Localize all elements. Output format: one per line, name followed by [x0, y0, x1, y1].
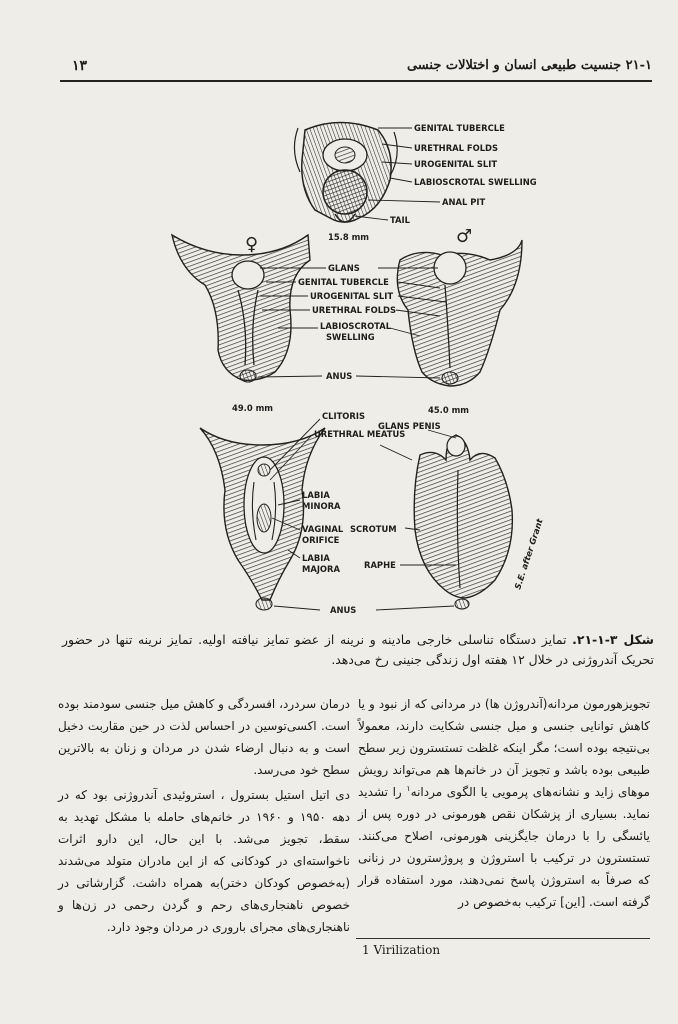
label-labia-minora-2: MINORA [302, 501, 341, 511]
label-clitoris: CLITORIS [322, 411, 366, 421]
figure-drawing [150, 110, 570, 625]
label-raphe: RAPHE [364, 560, 396, 570]
embryology-figure [150, 110, 570, 625]
paragraph-right-rest: را تشدید نماید. بسیاری از پزشکان نقص هورمونی در دوره پس از یائسگی را با درمان جایگزینی هورمونی، اصلاح می‌کنند. تستسترون در ترکیب با استروژن و پروژسترون در زنانی که صرفاً به استروژن پاسخ نمی‌دهند، مورد استفاده قرار گرفته است. [این] ترکیب به‌خصوص در [358, 785, 650, 909]
label-tail: TAIL [390, 215, 410, 225]
label-anal-pit: ANAL PIT [442, 197, 486, 207]
label-urogenital-slit-middle: UROGENITAL SLIT [310, 291, 394, 301]
artist-signature: S.E. after Grant [512, 517, 545, 591]
footnote-marker: ۱ [406, 784, 411, 793]
paragraph-right-text: تجویزهورمون مردانه(آندروژن ها) در مردانی که از نبود و یا کاهش توانایی جنسی و میل جنسی شکایت دارند، معمولاً بی‌نتیجه بوده است؛ مگر اینکه غلظت تستسترون زیر سطح طبیعی بوده باشد و تجویز آن در خانم‌ها هم می‌تواند رویش موهای زاید و نشانه‌های پرمویی یا الگوی مردانه [358, 697, 650, 799]
page-number: ۱۳ [72, 58, 88, 74]
label-labia-majora-1: LABIA [302, 553, 330, 563]
label-labioscrotal-middle: LABIOSCROTAL [320, 321, 392, 331]
caption-label: شکل ۳-۱-۲۱. [572, 632, 654, 647]
label-labia-minora-1: LABIA [302, 490, 330, 500]
middle-size-left-label: 49.0 mm [232, 403, 274, 413]
label-vaginal-orifice-2: ORIFICE [302, 535, 340, 545]
body-column-left [58, 693, 350, 938]
label-glans: GLANS [328, 263, 360, 273]
label-urethral-folds: URETHRAL FOLDS [414, 143, 499, 153]
middle-size-right-label: 45.0 mm [428, 405, 470, 415]
label-vaginal-orifice-1: VAGINAL [302, 524, 344, 534]
body-column-right [358, 693, 650, 913]
label-labioscrotal-swelling: LABIOSCROTAL SWELLING [414, 177, 537, 187]
male-external-genitalia-drawing [414, 435, 512, 609]
label-swelling-middle: SWELLING [326, 332, 375, 342]
label-urethral-meatus: URETHRAL MEATUS [314, 429, 406, 439]
label-genital-tubercle-middle: GENITAL TUBERCLE [298, 277, 389, 287]
female-middle-stage-drawing [172, 235, 310, 382]
label-anus-bottom: ANUS [330, 605, 357, 615]
male-symbol-icon: ♂ [456, 226, 473, 247]
chapter-title: ۲۱-۱ جنسیت طبیعی انسان و اختلالات جنسی [406, 58, 652, 73]
footnote: 1 Virilization [362, 943, 441, 957]
label-glans-penis: GLANS PENIS [378, 421, 441, 431]
figure-caption [62, 630, 654, 670]
paragraph-right [358, 693, 650, 913]
female-symbol-icon: ♀ [245, 234, 259, 255]
indifferent-stage-drawing [294, 123, 397, 223]
footnote-divider [356, 938, 650, 939]
female-external-genitalia-drawing [200, 428, 325, 610]
paragraph-left-1: درمان سردرد، افسردگی و کاهش میل جنسی سودمند بوده است. اکسی‌توسین در احساس لذت در حین مقاربت دخیل است و به دنبال ارضاء شدن در مردان و زنان به بالاترین سطح خود می‌رسد. [58, 697, 350, 777]
label-scrotum: SCROTUM [350, 524, 397, 534]
label-anus-middle: ANUS [326, 371, 353, 381]
running-header [60, 58, 652, 82]
top-size-label: 15.8 mm [328, 232, 370, 242]
paragraph-left-2: دی اتیل استیل بسترول ، استروئیدی آندروژنی بود که در دهه ۱۹۵۰ و ۱۹۶۰ در خانم‌های حامله با مشکل تهدید به سقط، تجویز می‌شد. با این حال، این دارو اثرات ناخواسته‌ای در کودکانی که از این مادران متولد می‌شدند (به‌خصوص کودکان دختر)به همراه داشت. گزارشاتی در خصوص ناهنجاری‌های رحم و گردن رحمی در زن‌ها و ناهنجاری‌های مجرای باروری در مردان وجود دارد. [58, 788, 350, 934]
caption-text: تمایز دستگاه تناسلی خارجی مادینه و نرینه از عضو تمایز نیافته اولیه. تمایز نرینه تنها در حضور تحریک آندروژنی در خلال ۱۲ هفته اول زندگی جنینی رخ می‌دهد. [62, 632, 654, 667]
label-labia-majora-2: MAJORA [302, 564, 340, 574]
label-urogenital-slit: UROGENITAL SLIT [414, 159, 498, 169]
label-urethral-folds-middle: URETHRAL FOLDS [312, 305, 397, 315]
label-genital-tubercle: GENITAL TUBERCLE [414, 123, 505, 133]
